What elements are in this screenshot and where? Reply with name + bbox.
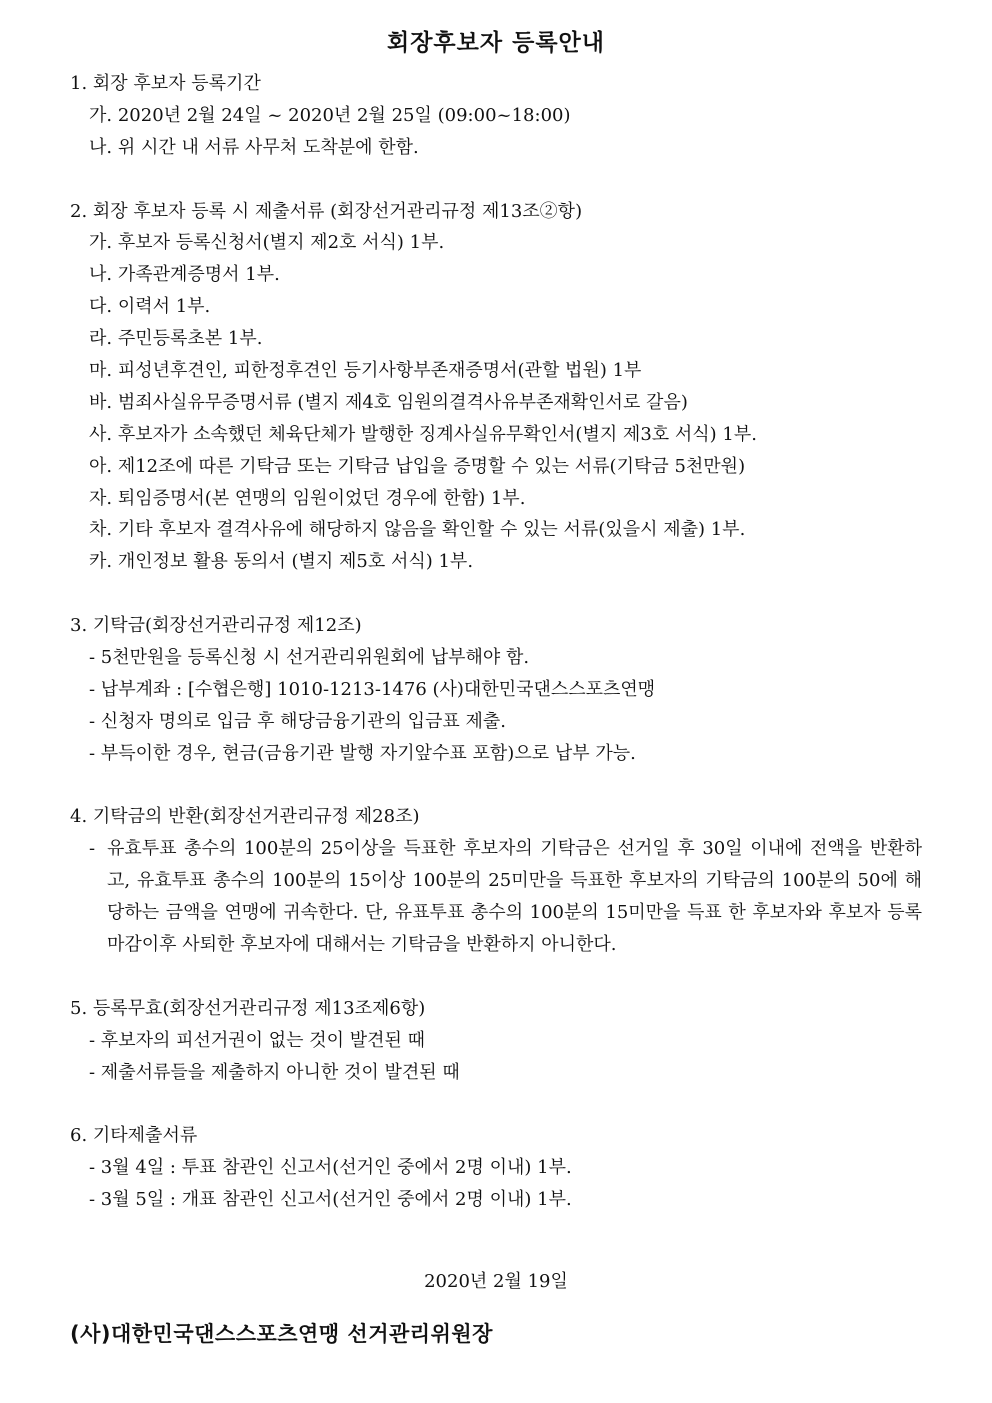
section-2-item: 아. 제12조에 따른 기탁금 또는 기탁금 납입을 증명할 수 있는 서류(기탁금 5천만원) [89,455,746,477]
section-4-heading: 4. 기탁금의 반환(회장선거관리규정 제28조) [70,806,420,828]
section-5-item: - 후보자의 피선거권이 없는 것이 발견된 때 [89,1029,426,1051]
document-body [70,68,930,1216]
section-1-item: 나. 위 시간 내 서류 사무처 도착분에 한함. [89,136,419,158]
section-2-item: 카. 개인정보 활용 동의서 (별지 제5호 서식) 1부. [89,551,474,573]
section-6-item: - 3월 4일 : 투표 참관인 신고서(선거인 중에서 2명 이내) 1부. [89,1157,572,1179]
section-2-heading: 2. 회장 후보자 등록 시 제출서류 (회장선거관리규정 제13조②항) [70,200,583,222]
section-2-item: 마. 피성년후견인, 피한정후견인 등기사항부존재증명서(관할 법원) 1부 [89,360,642,382]
section-5-heading: 5. 등록무효(회장선거관리규정 제13조제6항) [70,997,426,1019]
spacer [70,578,930,610]
section-6-heading: 6. 기타제출서류 [70,1125,198,1147]
document-date: 2020년 2월 19일 [424,1271,568,1292]
section-2-item: 자. 퇴임증명서(본 연맹의 임원이었던 경우에 한함) 1부. [89,487,526,509]
dash-marker: - [89,838,96,860]
section-2-item: 바. 범죄사실유무증명서류 (별지 제4호 임원의결격사유부존재확인서로 갈음) [89,391,688,413]
section-4-paragraph [70,833,922,961]
section-3-item: - 부득이한 경우, 현금(금융기관 발행 자기앞수표 포함)으로 납부 가능. [89,742,636,764]
section-3-heading: 3. 기탁금(회장선거관리규정 제12조) [70,615,362,637]
section-2-item: 라. 주민등록초본 1부. [89,328,263,350]
section-5-item: - 제출서류들을 제출하지 아니한 것이 발견된 때 [89,1061,460,1083]
signer-name: (사)대한민국댄스스포츠연맹 선거관리위원장 [70,1322,493,1346]
section-3-item: - 5천만원을 등록신청 시 선거관리위원회에 납부해야 함. [89,647,530,669]
section-1-heading: 1. 회장 후보자 등록기간 [70,73,261,94]
section-2-item: 차. 기타 후보자 결격사유에 해당하지 않음을 확인할 수 있는 서류(있을시 제출) 1부. [89,519,746,541]
spacer [70,770,930,802]
document-title: 회장후보자 등록안내 [387,30,605,56]
spacer [70,164,930,196]
section-3-item: - 납부계좌 : [수협은행] 1010-1213-1476 (사)대한민국댄스스포츠연맹 [89,678,656,700]
section-3-item: - 신청자 명의로 입금 후 해당금융기관의 입금표 제출. [89,710,507,732]
spacer [70,1089,930,1121]
section-2-item: 사. 후보자가 소속했던 체육단체가 발행한 징계사실유무확인서(별지 제3호 서식) 1부. [89,423,757,445]
section-6-item: - 3월 5일 : 개표 참관인 신고서(선거인 중에서 2명 이내) 1부. [89,1189,572,1211]
section-2-item: 다. 이력서 1부. [89,296,211,318]
section-2-item: 나. 가족관계증명서 1부. [89,264,280,286]
section-4-paragraph-text: 유효투표 총수의 100분의 25이상을 득표한 후보자의 기탁금은 선거일 후 30일 이내에 전액을 반환하고, 유효투표 총수의 100분의 15이상 100분의 25미만을 득표한 후보자의 기탁금의 100분의 50에 해당하는 금액을 연맹에 귀속한다. 단, 유표투표 총수의 100분의 15미만을 득표 한 후보자와 후보자 등록 마감이후 사퇴한 후보자에 대해서는 기탁금을 반환하지 아니한다. [107,838,922,956]
spacer [70,961,930,993]
section-2-item: 가. 후보자 등록신청서(별지 제2호 서식) 1부. [89,232,445,254]
section-1-item: 가. 2020년 2월 24일 ~ 2020년 2월 25일 (09:00~18:00) [89,104,571,126]
